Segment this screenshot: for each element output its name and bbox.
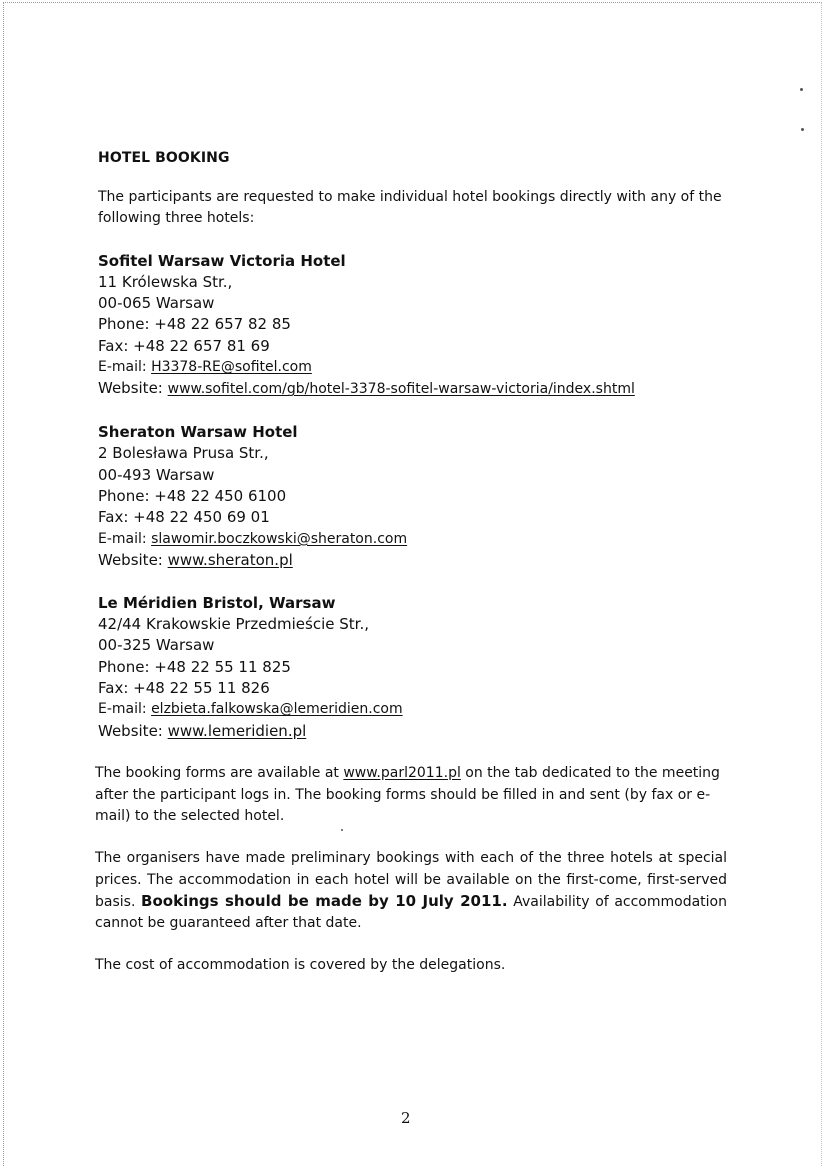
parl2011-link[interactable]: www.parl2011.pl: [343, 765, 461, 782]
booking-forms-text-end: on the tab dedicated to the meeting after the participant logs in. The booking forms should be filled in and sent (by fax or e-mail) to the selected hotel.: [95, 765, 720, 824]
hotel-fax: Fax: +48 22 657 81 69: [98, 336, 270, 355]
hotel-street: 42/44 Krakowskie Przedmieście Str.,: [98, 615, 369, 634]
booking-forms-text-start: The booking forms are available at: [95, 765, 344, 782]
scan-speck: [800, 88, 803, 91]
email-link[interactable]: H3378-RE@sofitel.com: [151, 359, 312, 376]
hotel-name: Le Méridien Bristol, Warsaw: [98, 593, 336, 612]
hotel-email-row: [98, 357, 727, 378]
hotel-email-row: [98, 529, 727, 550]
hotel-website-row: [98, 378, 727, 400]
hotel-name: Sofitel Warsaw Victoria Hotel: [98, 251, 346, 270]
email-label: E-mail:: [98, 530, 152, 547]
hotel-phone: Phone: +48 22 55 11 825: [98, 657, 291, 676]
hotel-phone: Phone: +48 22 450 6100: [98, 487, 287, 506]
hotel-fax: Fax: +48 22 55 11 826: [98, 678, 270, 697]
hotel-sofitel: [98, 251, 727, 401]
email-link[interactable]: slawomir.boczkowski@sheraton.com: [151, 530, 408, 547]
preliminary-bookings-paragraph: [95, 848, 727, 934]
website-label: Website:: [98, 721, 168, 740]
email-link[interactable]: elzbieta.falkowska@lemeridien.com: [151, 701, 403, 718]
hotel-city: 00-065 Warsaw: [98, 294, 215, 313]
hotel-fax: Fax: +48 22 450 69 01: [98, 508, 270, 527]
website-label: Website:: [98, 379, 168, 398]
hotel-name: Sheraton Warsaw Hotel: [98, 423, 298, 442]
website-link[interactable]: www.lemeridien.pl: [167, 721, 307, 740]
booking-deadline: Bookings should be made by 10 July 2011.: [141, 891, 508, 910]
hotel-street: 11 Królewska Str.,: [98, 272, 233, 291]
email-label: E-mail:: [98, 359, 152, 376]
website-link[interactable]: www.sofitel.com/gb/hotel-3378-sofitel-warsaw-victoria/index.shtml: [167, 381, 635, 398]
preliminary-text-end: Availability of accommodation cannot be guaranteed after that date.: [95, 893, 727, 932]
website-link[interactable]: www.sheraton.pl: [167, 550, 293, 569]
hotel-website-row: [98, 721, 727, 742]
preliminary-text-start: The organisers have made preliminary bookings with each of the three hotels at special prices. The accommodation in each hotel will be available on the first-come, first-served basis.: [95, 850, 727, 910]
document-body: [95, 150, 727, 977]
hotel-sheraton: [98, 422, 727, 571]
hotel-le-meridien: [98, 593, 727, 742]
hotel-city: 00-493 Warsaw: [98, 465, 215, 484]
hotel-website-row: [98, 550, 727, 571]
scan-speck: [801, 128, 804, 131]
intro-paragraph: The participants are requested to make individual hotel bookings directly with any of the following three hotels:: [98, 189, 722, 227]
email-label: E-mail:: [98, 701, 152, 718]
hotel-city: 00-325 Warsaw: [98, 636, 215, 655]
website-label: Website:: [98, 550, 168, 569]
hotel-phone: Phone: +48 22 657 82 85: [98, 315, 291, 334]
hotel-email-row: [98, 699, 727, 720]
booking-forms-paragraph: [95, 763, 727, 827]
hotel-street: 2 Bolesława Prusa Str.,: [98, 444, 269, 463]
page-number: 2: [401, 1109, 411, 1127]
cost-paragraph: The cost of accommodation is covered by the delegations.: [95, 957, 506, 974]
page-title: HOTEL BOOKING: [98, 150, 230, 166]
